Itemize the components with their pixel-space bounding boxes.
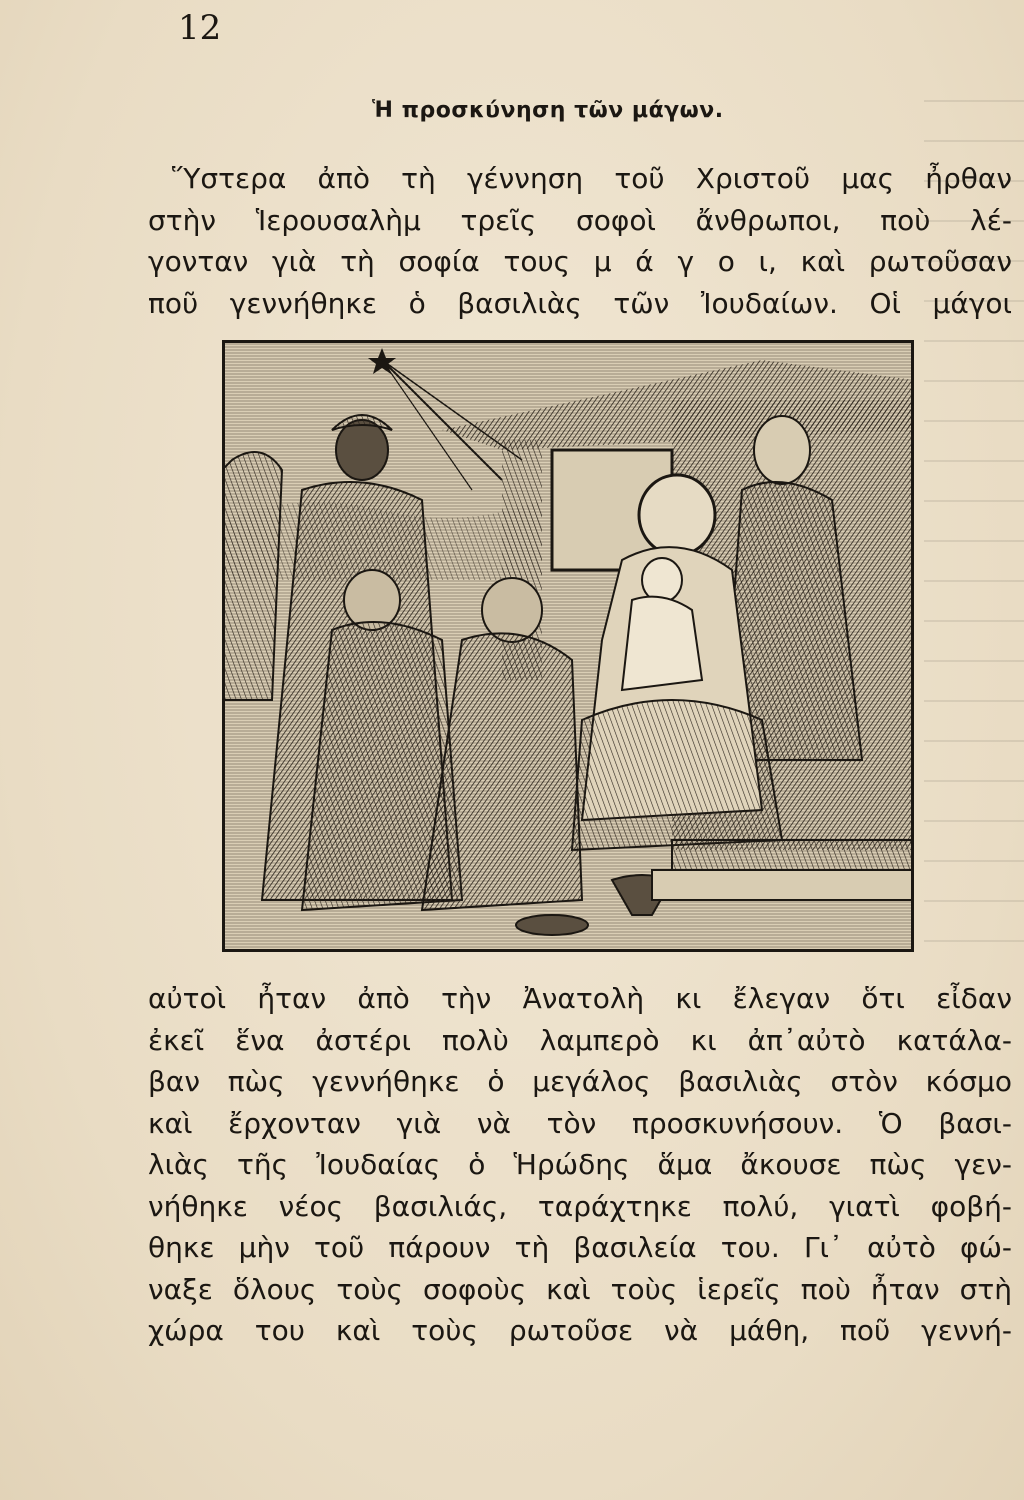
page-number: 12 bbox=[178, 8, 222, 48]
text-line: ναξε ὅλους τοὺς σοφοὺς καὶ τοὺς ἱερεῖς ποὺ ἦταν στὴ bbox=[148, 1272, 1012, 1306]
text-line: ἐκεῖ ἕνα ἀστέρι πολὺ λαμπερὸ κι ἀπ᾽αὐτὸ κατάλα- bbox=[148, 1023, 1012, 1057]
text-line: χώρα του καὶ τοὺς ρωτοῦσε νὰ μάθη, ποῦ γεννή- bbox=[148, 1314, 1012, 1347]
text-line: καὶ ἔρχονταν γιὰ νὰ τὸν προσκυνήσουν. Ὁ βασι- bbox=[148, 1106, 1012, 1140]
section-heading: Ἡ προσκύνηση τῶν μάγων. bbox=[372, 98, 724, 123]
text-line: νήθηκε νέος βασιλιάς, ταράχτηκε πολύ, γιατὶ φοβή- bbox=[148, 1189, 1012, 1223]
text-line: λιὰς τῆς Ἰουδαίας ὁ Ἡρώδης ἅμα ἄκουσε πὼς γεν- bbox=[148, 1148, 1012, 1181]
text-line: θηκε μὴν τοῦ πάρουν τὴ βασιλεία του. Γι᾽ αὐτὸ φώ- bbox=[148, 1231, 1012, 1264]
text-line: στὴν Ἱερουσαλὴμ τρεῖς σοφοὶ ἄνθρωποι, ποὺ λέ- bbox=[148, 203, 1012, 237]
paragraph-continued bbox=[148, 978, 1012, 1352]
paragraph-intro bbox=[148, 158, 1012, 324]
text-line: αὐτοὶ ἦταν ἀπὸ τὴν Ἀνατολὴ κι ἔλεγαν ὅτι εἶδαν bbox=[148, 982, 1012, 1015]
text-line: γονταν γιὰ τὴ σοφία τους μ ά γ ο ι, καὶ ρωτοῦσαν bbox=[148, 245, 1012, 278]
nativity-woodcut-illustration bbox=[222, 340, 914, 952]
text-line: ποῦ γεννήθηκε ὁ βασιλιὰς τῶν Ἰουδαίων. Οἱ μάγοι bbox=[148, 286, 1012, 320]
text-line: Ὕστερα ἀπὸ τὴ γέννηση τοῦ Χριστοῦ μας ἦρθαν bbox=[172, 162, 1012, 195]
text-line: βαν πὼς γεννήθηκε ὁ μεγάλος βασιλιὰς στὸν κόσμο bbox=[148, 1065, 1012, 1098]
